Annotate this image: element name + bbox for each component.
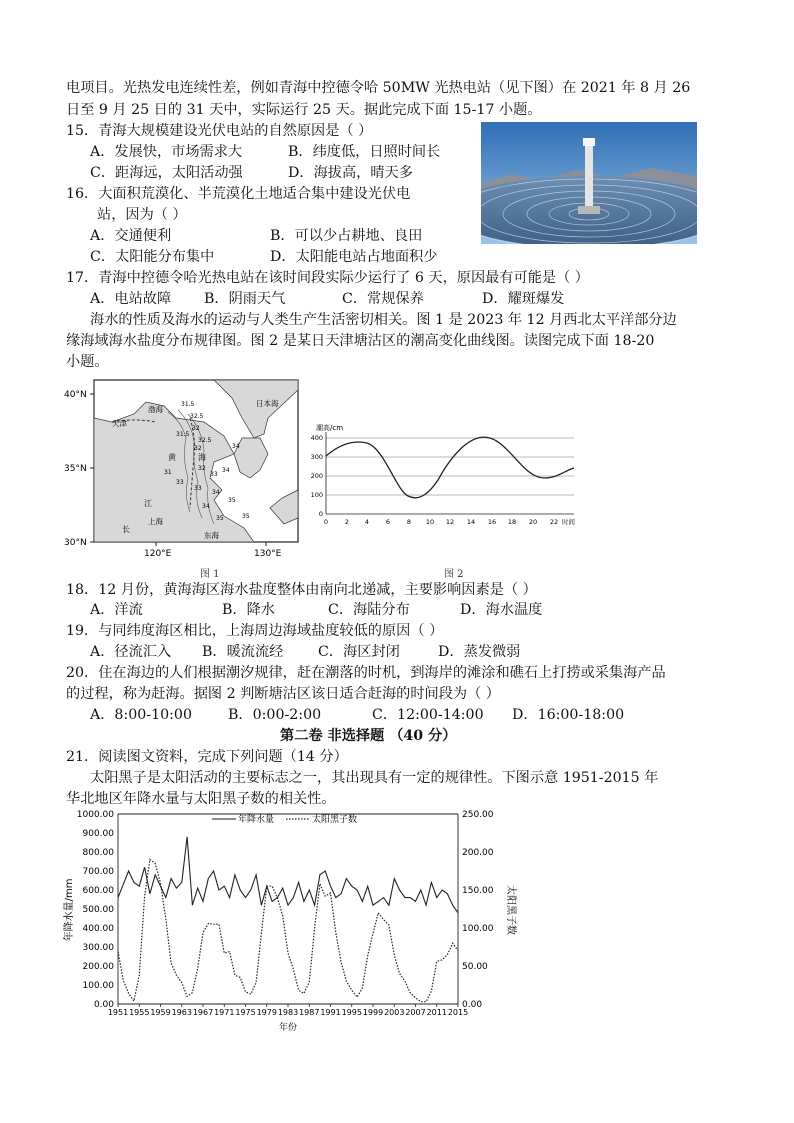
q20-option-a: A．8:00-10:00 [90,707,192,723]
q16-option-a: A．交通便利 [90,228,172,244]
q19-option-c: C．海区封闭 [318,644,400,660]
map-isohaline-label: 33 [210,471,218,478]
tide-xtick: 12 [445,518,455,526]
map-lon-130: 130°E [254,549,282,559]
q17-option-a: A．电站故障 [90,291,172,307]
rainfall-sunspot-chart [60,806,540,1034]
rain-y2tick-label: 200.00 [462,848,494,858]
q20-option-c: C．12:00-14:00 [372,707,484,723]
q16-stem-2: 站，因为（ ） [97,207,187,223]
map-isohaline-label: 32 [194,445,202,452]
rain-xtick-label: 2007 [405,1008,426,1017]
intro2-line-1: 海水的性质及海水的运动与人类生产生活密切相关。图 1 是 2023 年 12 月西北太平洋部分边 [90,312,677,328]
q16-stem-1: 16．大面积荒漠化、半荒漠化土地适合集中建设光伏电 [66,186,411,202]
q18-stem: 18．12 月份，黄海海区海水盐度整体由南向北递减，主要影响因素是（ ） [66,582,537,598]
rain-xtick-label: 1999 [362,1008,384,1017]
q16-option-d: D．太阳能电站占地面积少 [270,249,438,265]
rain-xtick-label: 1963 [171,1008,192,1017]
tide-xtick: 4 [364,518,370,526]
map-place-shanghai: 上海 [148,517,163,526]
map-place-huang: 黄 [168,453,176,462]
q19-option-a: A．径流汇入 [90,644,172,660]
q20-stem-1: 20．住在海边的人们根据潮汐规律，赶在潮落的时机，到海岸的滩涂和礁石上打捞或采集海产品 [66,665,666,681]
map-lat-30: 30°N [64,538,87,548]
rain-y2label: 太阳黑子数 [505,885,516,935]
tide-ylabel: 潮高/cm [316,424,344,432]
q15-option-d: D．海拔高，晴天多 [288,165,413,181]
map-isohaline-label: 35 [228,497,236,504]
map-isohaline-label: 31.5 [181,401,195,408]
map-isohaline-label: 31.5 [176,431,190,438]
q20-option-d: D．16:00-18:00 [512,707,625,723]
tide-xtick: 22 [549,518,559,526]
q15-stem: 15．青海大规模建设光伏电站的自然原因是（ ） [66,123,373,139]
map-isohaline-label: 33 [176,479,184,486]
legend-sunspot: 太阳黑子数 [312,815,358,825]
tide-xtick: 16 [487,518,497,526]
map-isohaline-label: 34 [222,467,230,474]
tide-xtick: 2 [344,518,350,526]
rain-xtick-label: 1979 [256,1008,277,1017]
q17-stem: 17．青海中控德令哈光热电站在该时间段实际少运行了 6 天，原因最有可能是（ ） [66,270,589,286]
intro-line-1: 电项目。光热发电连续性差，例如青海中控德令哈 50MW 光热电站（见下图）在 2021 年 8 月 26 [66,80,691,96]
q17-option-d: D．耀斑爆发 [482,291,565,307]
rain-y2tick-label: 50.00 [462,962,488,972]
salinity-map [64,378,304,568]
q18-option-d: D．海水温度 [460,602,543,618]
q21-line-1: 太阳黑子是太阳活动的主要标志之一，其出现具有一定的规律性。下图示意 1951-2015 年 [90,770,659,786]
rain-xtick-label: 1991 [320,1008,341,1017]
map-isohaline-label: 34 [212,489,220,496]
map-place-tianjin: 天津 [112,419,127,428]
rain-xtick-label: 1987 [299,1008,320,1017]
q16-option-c: C．太阳能分布集中 [90,249,215,265]
rain-y2tick-label: 150.00 [462,886,494,896]
tide-xtick: 14 [466,518,476,526]
tide-ytick: 100 [310,491,323,499]
q15-option-a: A．发展快，市场需求大 [90,144,243,160]
intro-line-2: 日至 9 月 25 日的 31 天中，实际运行 25 天。据此完成下面 15-17 小题。 [66,102,542,118]
tide-ytick: 300 [310,453,323,461]
map-place-donghai: 东海 [204,531,219,540]
rain-ytick-label: 1000.00 [76,810,114,820]
tide-ytick: 200 [310,472,323,480]
map-place-chang: 长 [122,525,130,534]
q21-line-2: 华北地区年降水量与太阳黑子数的相关性。 [66,791,336,807]
rain-ytick-label: 600.00 [82,886,114,896]
map-isohaline-label: 31 [164,469,172,476]
tide-xtick: 18 [507,518,517,526]
rain-ytick-label: 300.00 [82,943,114,953]
tide-ytick: 400 [310,434,323,442]
rain-xtick-label: 1983 [277,1008,299,1017]
rain-ytick-label: 100.00 [82,981,114,991]
map-place-hai: 海 [198,453,206,462]
rain-ytick-label: 900.00 [82,829,114,839]
map-isohaline-label: 32.5 [190,413,204,420]
q15-option-c: C．距海远，太阳活动强 [90,165,243,181]
q19-option-b: B．暖流流经 [202,644,284,660]
map-isohaline-label: 32 [192,425,200,432]
rain-xtick-label: 1951 [107,1008,129,1017]
rain-ytick-label: 200.00 [82,962,114,972]
map-place-jiang: 江 [144,499,152,508]
rain-xtick-label: 2011 [426,1008,447,1017]
rain-y2tick-label: 250.00 [462,810,494,820]
rain-xtick-label: 2003 [384,1008,405,1017]
rain-xtick-label: 1967 [192,1008,214,1017]
map-isohaline-label: 32 [198,465,206,472]
map-isohaline-label: 33 [194,485,202,492]
tide-caption: 图 2 [444,569,464,580]
tide-chart [310,418,580,530]
map-isohaline-label: 34 [232,443,240,450]
map-place-bohai: 渤海 [148,405,163,414]
rain-y2tick-label: 0.00 [462,1000,483,1010]
q16-option-b: B．可以少占耕地、良田 [270,228,423,244]
q20-stem-2: 的过程，称为赶海。据图 2 判断塘沽区该日适合赶海的时间段为（ ） [66,686,500,702]
q18-option-a: A．洋流 [90,602,143,618]
map-caption: 图 1 [200,569,220,580]
rain-xtick-label: 1959 [150,1008,171,1017]
rain-xtick-label: 1955 [129,1008,150,1017]
tide-xtick: 10 [425,518,435,526]
tide-xtick: 20 [528,518,538,526]
q17-option-b: B．阴雨天气 [204,291,286,307]
q18-option-c: C．海陆分布 [328,602,410,618]
q20-option-b: B．0:00-2:00 [228,707,322,723]
rainfall-series-line [118,837,458,913]
rain-ytick-label: 800.00 [82,848,114,858]
rain-ytick-label: 700.00 [82,867,114,877]
map-lat-35: 35°N [64,464,87,474]
map-isohaline-label: 32.5 [198,437,212,444]
tide-xtick: 0 [323,518,329,526]
intro2-line-2: 缘海域海水盐度分布规律图。图 2 是某日天津塘沽区的潮高变化曲线图。读图完成下面 18-20 [66,333,655,349]
rain-ylabel: 年降水量/mm [64,878,75,942]
q19-stem: 19．与同纬度海区相比，上海周边海域盐度较低的原因（ ） [66,623,444,639]
q21-stem: 21．阅读图文资料，完成下列问题（14 分） [66,749,348,765]
map-isohaline-label: 34 [202,503,210,510]
rain-xtick-label: 1995 [341,1008,362,1017]
tide-xtick: 8 [406,518,412,526]
rain-xtick-label: 1971 [214,1008,235,1017]
q19-option-d: D．蒸发微弱 [438,644,521,660]
map-lat-40: 40°N [64,390,87,400]
sunspot-series-line [118,860,458,1002]
tide-ytick: 0 [318,510,323,518]
tide-curve [326,437,574,498]
q18-option-b: B．降水 [222,602,275,618]
rain-xtick-label: 1975 [235,1008,256,1017]
rain-ytick-label: 0.00 [93,1000,114,1010]
intro2-line-3: 小题。 [66,354,109,370]
q17-option-c: C．常规保养 [342,291,424,307]
rain-ytick-label: 400.00 [82,924,114,934]
q15-option-b: B．纬度低，日照时间长 [288,144,441,160]
rain-y2tick-label: 100.00 [462,924,494,934]
tide-x-unit: 时间 [562,518,575,526]
map-place-sea-of-japan: 日本海 [256,399,279,408]
tide-xtick: 6 [385,518,391,526]
map-isohaline-label: 35 [242,513,250,520]
rain-ytick-label: 500.00 [82,905,114,915]
solar-tower-image [481,122,697,244]
map-lon-120: 120°E [144,549,172,559]
rain-xtick-label: 2015 [447,1008,469,1017]
part2-title: 第二卷 非选择题 （40 分） [280,728,457,744]
rain-xlabel: 年份 [278,1023,298,1033]
legend-rainfall: 年降水量 [238,815,275,825]
map-isohaline-label: 35 [216,515,224,522]
solar-tower-photo [481,122,697,244]
